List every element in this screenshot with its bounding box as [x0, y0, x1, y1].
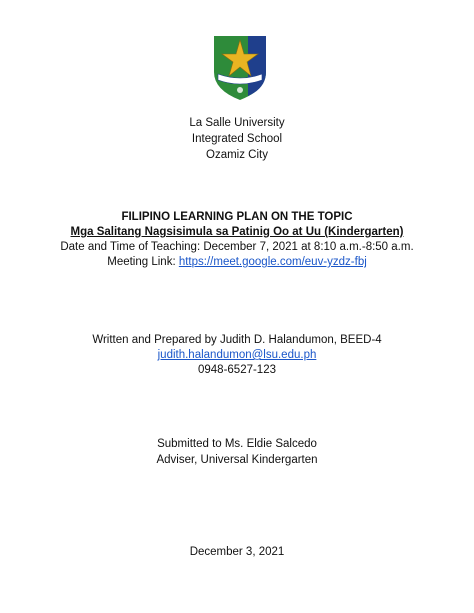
teaching-schedule: Date and Time of Teaching: December 7, 2021 at 8:10 a.m.-8:50 a.m. [60, 241, 414, 253]
school-unit: Integrated School [191, 133, 283, 145]
adviser-line: Adviser, Universal Kindergarten [156, 454, 318, 466]
plan-topic: Mga Salitang Nagsisimula sa Patinig Oo at Uu (Kindergarten) [70, 226, 404, 238]
author-email-line [0, 348, 474, 362]
author-line: Written and Prepared by Judith D. Halandumon, BEED-4 [92, 334, 382, 346]
plan-heading: FILIPINO LEARNING PLAN ON THE TOPIC [121, 211, 353, 223]
author-phone: 0948-6527-123 [197, 364, 276, 376]
document-date: December 3, 2021 [189, 546, 285, 558]
meeting-link[interactable]: https://meet.google.com/euv-yzdz-fbj [178, 256, 367, 268]
meeting-link-line [0, 255, 474, 269]
school-city: Ozamiz City [206, 149, 268, 161]
school-seal-logo [208, 32, 272, 102]
author-email-link[interactable]: judith.halandumon@lsu.edu.ph [157, 349, 317, 361]
meeting-link-label: Meeting Link: [107, 256, 179, 268]
school-name: La Salle University [189, 117, 285, 129]
submitted-to: Submitted to Ms. Eldie Salcedo [157, 438, 317, 450]
